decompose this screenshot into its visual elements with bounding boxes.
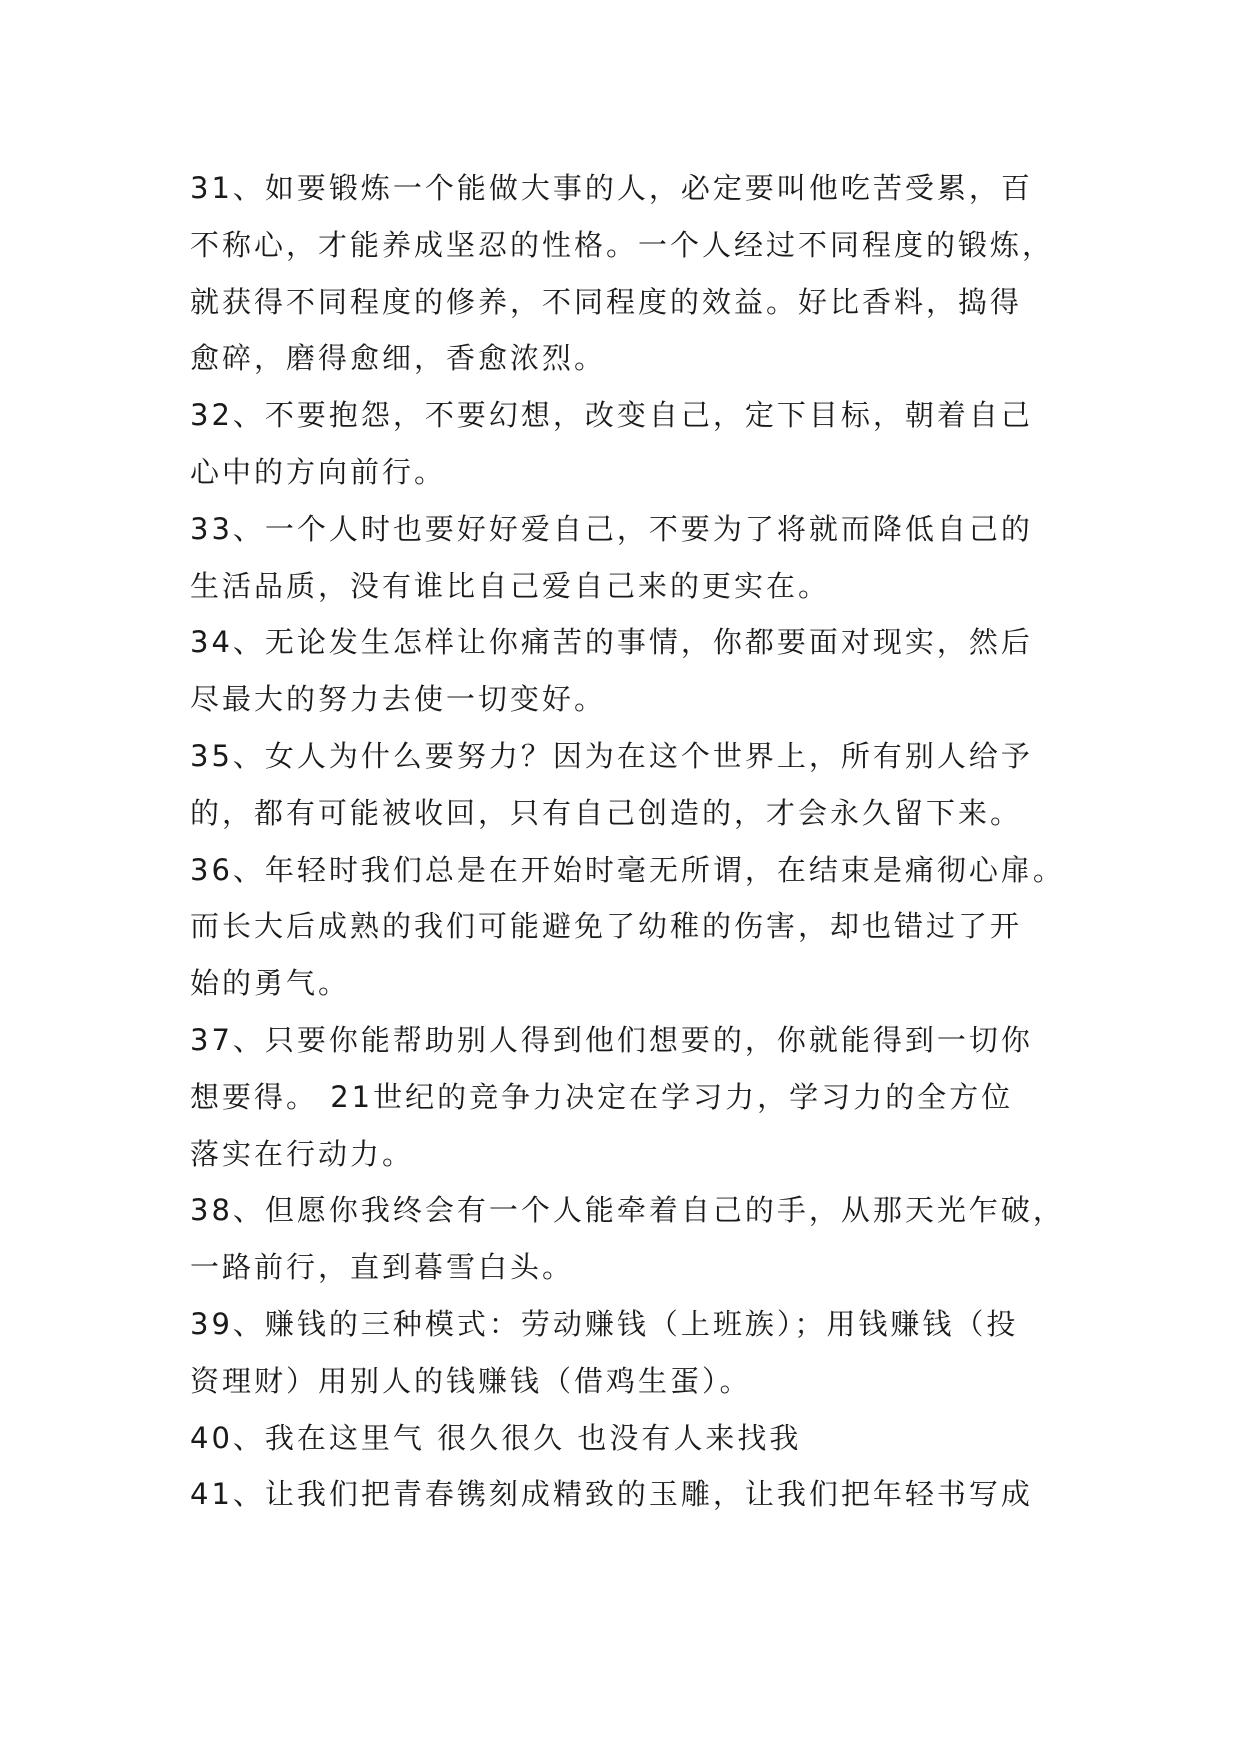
text-line: 31、如要锻炼一个能做大事的人，必定要叫他吃苦受累，百 bbox=[190, 171, 1033, 205]
text-line: 39、赚钱的三种模式：劳动赚钱（上班族）；用钱赚钱（投 bbox=[190, 1306, 1019, 1341]
text-line: 38、但愿你我终会有一个人能牵着自己的手，从那天光乍破， bbox=[190, 1193, 1065, 1228]
text-line: 33、一个人时也要好好爱自己，不要为了将就而降低自己的 bbox=[190, 511, 1033, 546]
text-line: 不称心，才能养成坚忍的性格。一个人经过不同程度的锻炼， bbox=[190, 227, 1055, 262]
text-line: 一路前行，直到暮雪白头。 bbox=[190, 1250, 575, 1285]
text-line: 的，都有可能被收回，只有自己创造的，才会永久留下来。 bbox=[190, 795, 1023, 830]
text-line: 而长大后成熟的我们可能避免了幼稚的伤害，却也错过了开 bbox=[190, 909, 1023, 944]
text-line: 40、我在这里气 很久很久 也没有人来找我 bbox=[190, 1420, 802, 1455]
text-line: 心中的方向前行。 bbox=[190, 454, 447, 489]
text-line: 愈碎，磨得愈细，香愈浓烈。 bbox=[190, 341, 607, 376]
text-line: 生活品质，没有谁比自己爱自己来的更实在。 bbox=[190, 568, 831, 603]
text-line: 37、只要你能帮助别人得到他们想要的，你就能得到一切你 bbox=[190, 1022, 1033, 1057]
text-line: 32、不要抱怨，不要幻想，改变自己，定下目标，朝着自己 bbox=[190, 398, 1033, 433]
text-line: 落实在行动力。 bbox=[190, 1136, 415, 1171]
document-body bbox=[190, 160, 1065, 1523]
text-line: 41、让我们把青春镌刻成精致的玉雕，让我们把年轻书写成 bbox=[190, 1477, 1033, 1512]
text-line: 始的勇气。 bbox=[190, 966, 351, 1001]
text-line: 34、无论发生怎样让你痛苦的事情，你都要面对现实，然后 bbox=[190, 625, 1033, 660]
text-line: 想要得。 21世纪的竞争力决定在学习力，学习力的全方位 bbox=[190, 1079, 1014, 1114]
text-line: 资理财）用别人的钱赚钱（借鸡生蛋）。 bbox=[190, 1363, 752, 1398]
text-line: 尽最大的努力去使一切变好。 bbox=[190, 682, 607, 717]
text-line: 35、女人为什么要努力？因为在这个世界上，所有别人给予 bbox=[190, 738, 1033, 773]
text-line: 就获得不同程度的修养，不同程度的效益。好比香料，捣得 bbox=[190, 284, 1023, 319]
text-line: 36、年轻时我们总是在开始时毫无所谓，在结束是痛彻心扉。 bbox=[190, 852, 1065, 887]
